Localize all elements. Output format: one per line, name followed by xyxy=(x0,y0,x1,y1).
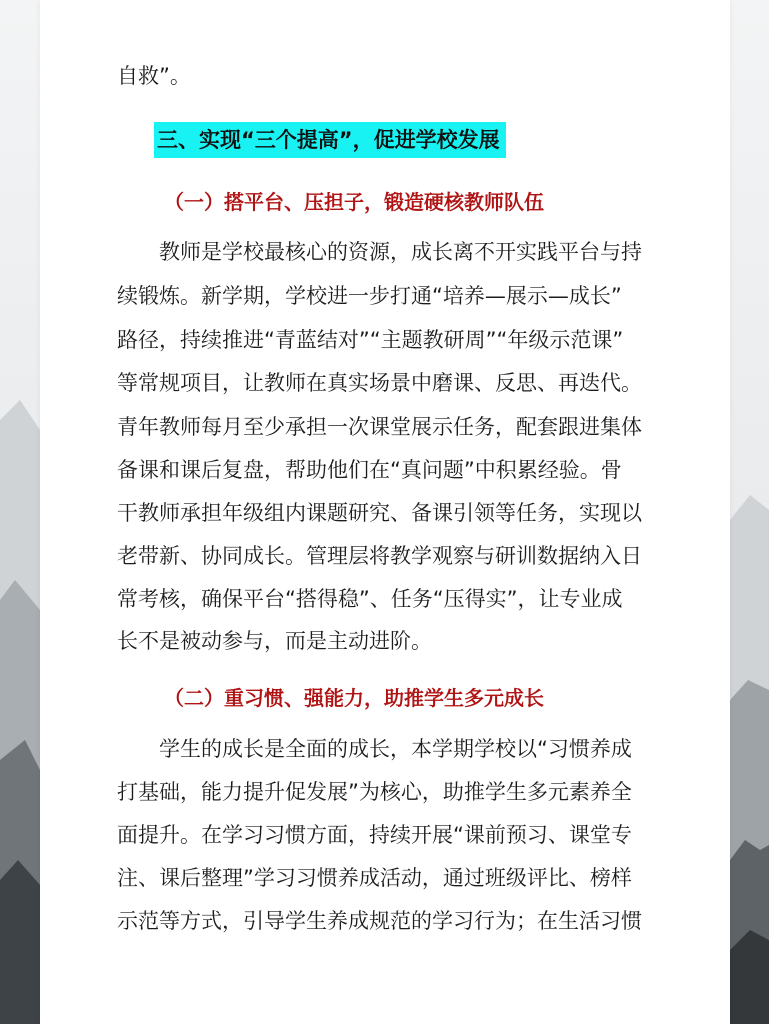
text-line: 路径，持续推进“青蓝结对”“主题教研周”“年级示范课” xyxy=(117,328,624,352)
text-line: 学生的成长是全面的成长，本学期学校以“习惯养成 xyxy=(117,737,632,761)
section-heading: 三、实现“三个提高”，促进学校发展 xyxy=(154,122,506,158)
subsection-heading-1: （一）搭平台、压担子，锻造硬核教师队伍 xyxy=(164,190,544,214)
text-line: 长不是被动参与，而是主动进阶。 xyxy=(117,629,432,653)
text-line: 常考核，确保平台“搭得稳”、任务“压得实”，让专业成 xyxy=(117,587,623,611)
text-line: 面提升。在学习习惯方面，持续开展“课前预习、课堂专 xyxy=(117,823,632,847)
text-line: 老带新、协同成长。管理层将教学观察与研训数据纳入日 xyxy=(117,544,642,568)
document-page xyxy=(40,0,730,1024)
text-line: 注、课后整理”学习习惯养成活动，通过班级评比、榜样 xyxy=(117,866,632,890)
paragraph-fragment: 自救”。 xyxy=(117,64,191,88)
text-line: 教师是学校最核心的资源，成长离不开实践平台与持 xyxy=(117,240,642,264)
text-line: 打基础，能力提升促发展”为核心，助推学生多元素养全 xyxy=(117,780,632,804)
text-line: 干教师承担年级组内课题研究、备课引领等任务，实现以 xyxy=(117,501,642,525)
text-line: 备课和课后复盘，帮助他们在“真问题”中积累经验。骨 xyxy=(117,458,622,482)
subsection-heading-2: （二）重习惯、强能力，助推学生多元成长 xyxy=(164,686,544,710)
text-line: 示范等方式，引导学生养成规范的学习行为；在生活习惯 xyxy=(117,909,642,933)
text-line: 续锻炼。新学期，学校进一步打通“培养—展示—成长” xyxy=(117,284,622,308)
text-line: 等常规项目，让教师在真实场景中磨课、反思、再迭代。 xyxy=(117,371,642,395)
text-line: 青年教师每月至少承担一次课堂展示任务，配套跟进集体 xyxy=(117,415,642,439)
